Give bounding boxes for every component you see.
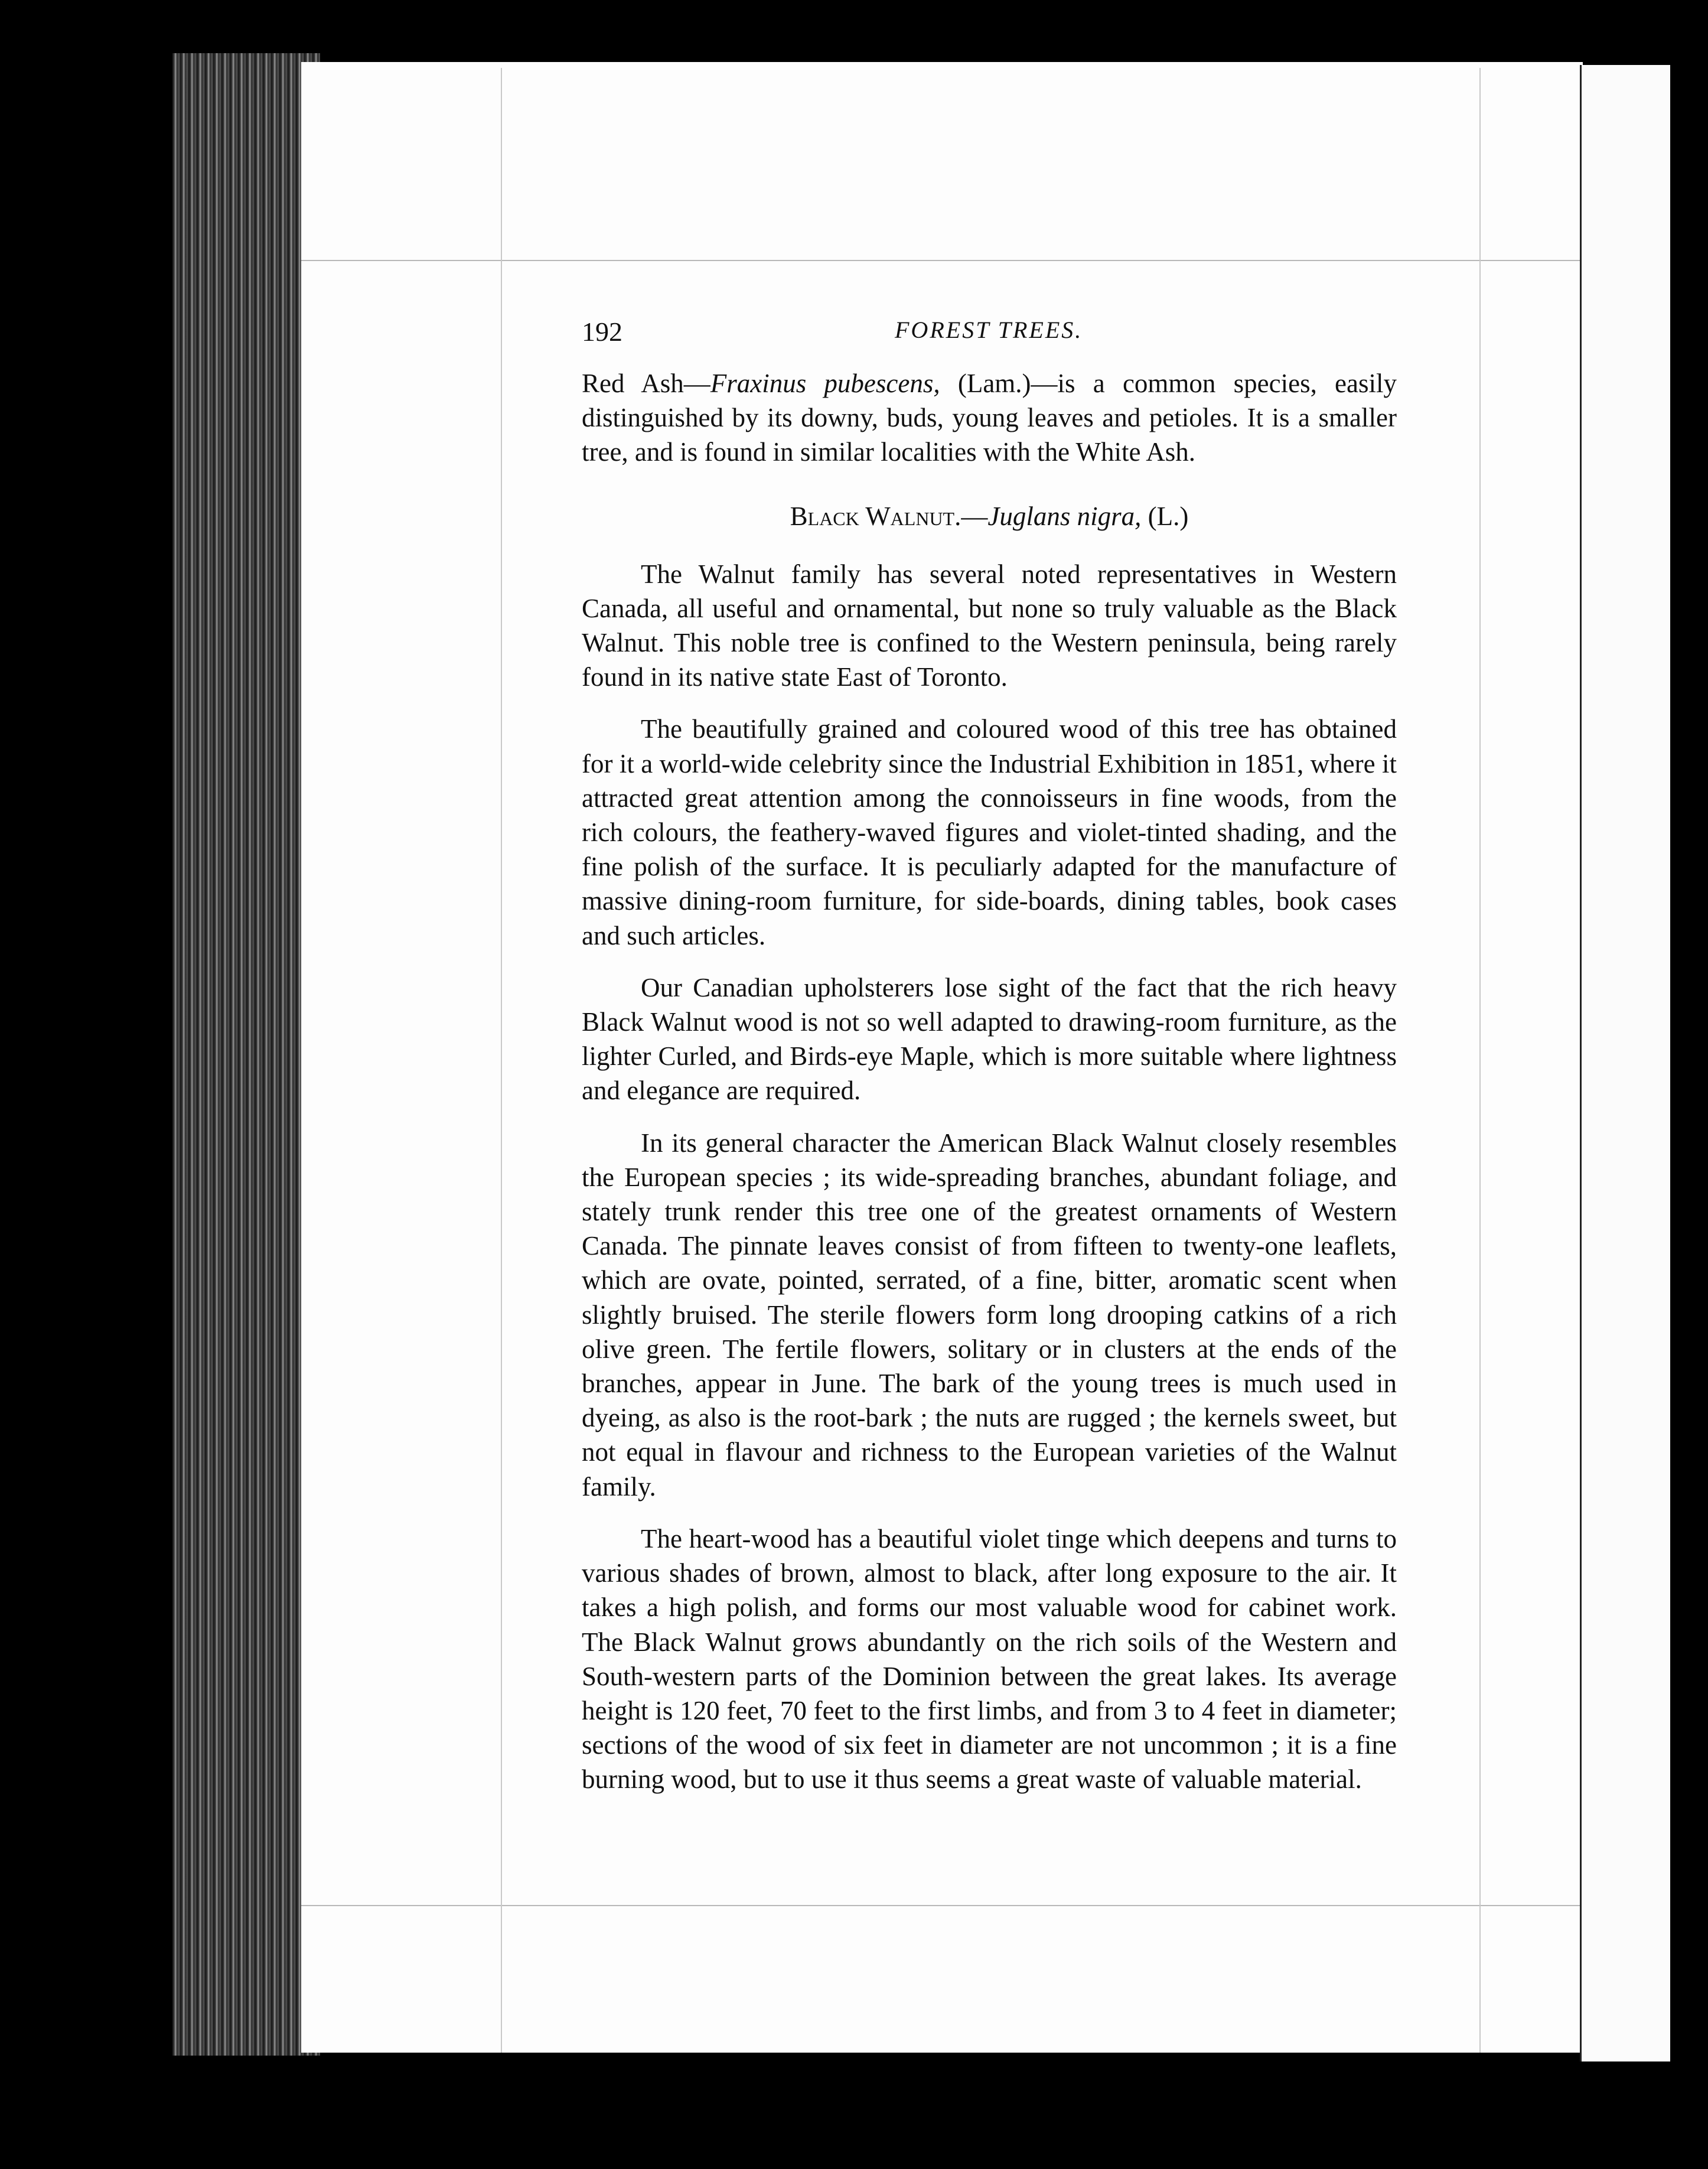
paragraph-3: Our Canadian upholsterers lose sight of the fact that the rich heavy Black Walnut wood is not so well adapted to drawing-room furniture, as the lighter Curled, and Birds-eye Maple, which is more suitable where lightness and elegance are required. [582,972,1397,1106]
red-ash-name: Red Ash— [582,369,710,398]
bottom-frame-rule [301,1905,1580,1906]
paragraph-1: The Walnut family has several noted representatives in Western Canada, all useful and ornamental, but none so truly valuable as the Black Walnut. This noble tree is confined to the Western peninsula, being rarely found in its native state East of Toronto. [582,559,1397,692]
paragraph-5: The heart-wood has a beautiful violet tinge which deepens and turns to various shades of brown, almost to black, after long exposure to the air. It takes a high polish, and forms our most valuable wood for cabinet work. The Black Walnut grows abundantly on the rich soils of the Western and South-western parts of the Dominion between the great lakes. Its average height is 120 feet, 70 feet to the first limbs, and from 3 to 4 feet in diameter; sections of the wood of six feet in diameter are not uncommon ; it is a fine burning wood, but to use it thus seems a great waste of valuable material. [582,1523,1397,1795]
page-header [582,316,1409,351]
section-heading [582,499,1397,533]
heading-authority: (L.) [1141,501,1189,531]
red-ash-latin: Fraxinus pubescens, [710,369,940,398]
running-head: FOREST TREES. [895,317,1083,343]
paragraph-2: The beautifully grained and coloured wood of this tree has obtained for it a world-wide celebrity since the Industrial Exhibition in 1851, where it attracted great attention among the connoisseurs in fine woods, from the rich colours, the feathery-waved figures and violet-tinted shading, and the fine polish of the surface. It is peculiarly adapted for the manufacture of massive dining-room furniture, for side-boards, dining tables, book cases and such articles. [582,714,1397,950]
heading-name: Black Walnut.— [790,501,988,531]
paragraph-4: In its general character the American Black Walnut closely resembles the European species ; its wide-spreading branches, abundant foliage, and stately trunk render this tree one of the greatest ornaments of Western Canada. The pinnate leaves consist of from fifteen to twenty-one leaflets, which are ovate, pointed, serrated, of a fine, bitter, aromatic scent when slightly bruised. The sterile flowers form long drooping catkins of a rich olive green. The fertile flowers, solitary or in clusters at the ends of the branches, appear in June. The bark of the young trees is much used in dyeing, as also is the root-bark ; the nuts are rugged ; the kernels sweet, but not equal in flavour and richness to the European varieties of the Walnut family. [582,1128,1397,1502]
body-text [582,366,1397,1797]
left-frame-rule [501,68,502,2053]
top-frame-rule [301,260,1580,261]
right-frame-rule [1479,68,1481,2053]
heading-latin: Juglans nigra, [987,501,1142,531]
book-page-edges [172,53,320,2056]
red-ash-paragraph [582,366,1397,470]
red-ash-text: (Lam.)—is a common species, easily distinguished by its downy, buds, young leaves and petioles. It is a smaller tree, and is found in similar localities with the White Ash. [582,369,1397,467]
page-number: 192 [582,317,622,347]
facing-page-edge [1580,65,1670,2061]
